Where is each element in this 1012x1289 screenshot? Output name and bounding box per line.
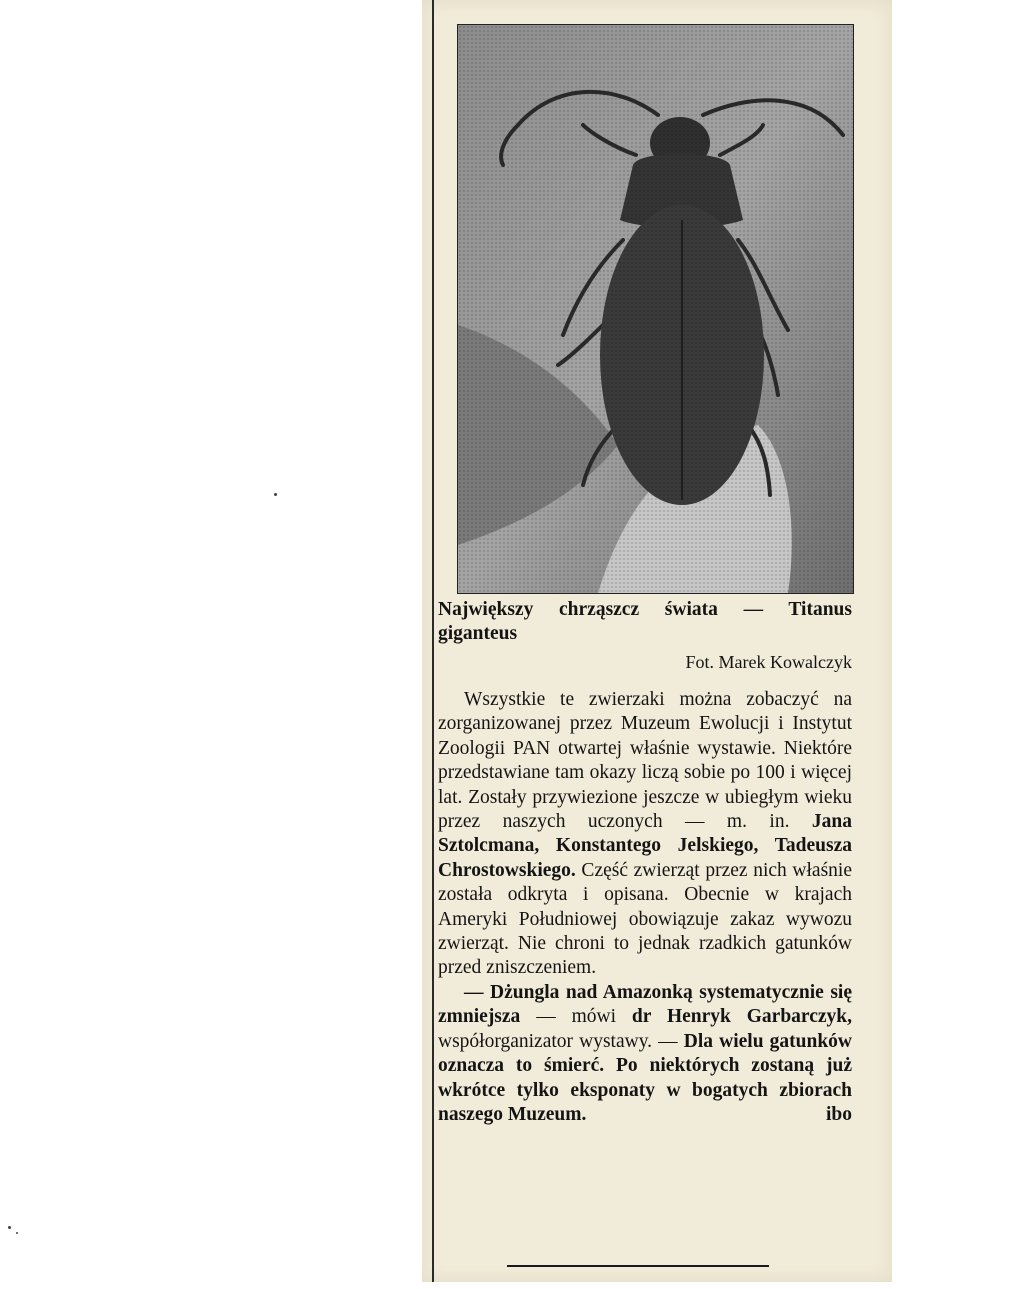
article-bold-text: dr Henryk Garbarczyk, [631, 1006, 852, 1028]
article-paragraph [438, 688, 852, 981]
dust-speck [16, 1232, 18, 1234]
article-bold-text: Jana Sztolcmana, Konstantego Jelskiego, Tadeusza Chrostowskiego. [438, 811, 852, 881]
article-bold-text: — Dżungla nad Amazonką systematycznie się zmniejsza [438, 981, 852, 1028]
article-paragraph [438, 981, 852, 1127]
article-body [438, 688, 852, 1127]
article-end-rule [507, 1265, 769, 1267]
column-divider [432, 0, 434, 1282]
photo-caption: Największy chrząszcz świata — Titanus giganteus [438, 599, 852, 644]
dust-speck [8, 1226, 11, 1229]
article-text: Część zwierząt przez nich właśnie została odkryta i opisana. Obecnie w krajach Ameryki Południowej obowiązuje zakaz wywozu zwierząt. Nie chroni to jednak rzadkich gatunków przed zniszczeniem. [438, 859, 852, 979]
article-text: Wszystkie te zwierzaki można zobaczyć na zorganizowanej przez Muzeum Ewolucji i Instytut Zoologii PAN otwartej właśnie wystawie. Niektóre przedstawiane tam okazy liczą sobie po 100 i więcej lat. Zostały przywiezione jeszcze w ubiegłym wieku przez naszych uczonych — m. in. [438, 689, 852, 833]
article-bold-text: Dla wielu gatunków oznacza to śmierć. Po niektórych zostaną już wkrótce tylko eksponaty w bogatych zbiorach naszego Muzeum. [438, 1030, 852, 1125]
photo-credit: Fot. Marek Kowalczyk [685, 652, 852, 672]
dust-speck [274, 493, 277, 496]
beetle-photo [457, 24, 854, 594]
article-text: — mówi [520, 1006, 632, 1028]
author-signature: ibo [825, 1103, 852, 1125]
article-text: współorganizator wystawy. — [438, 1030, 684, 1052]
